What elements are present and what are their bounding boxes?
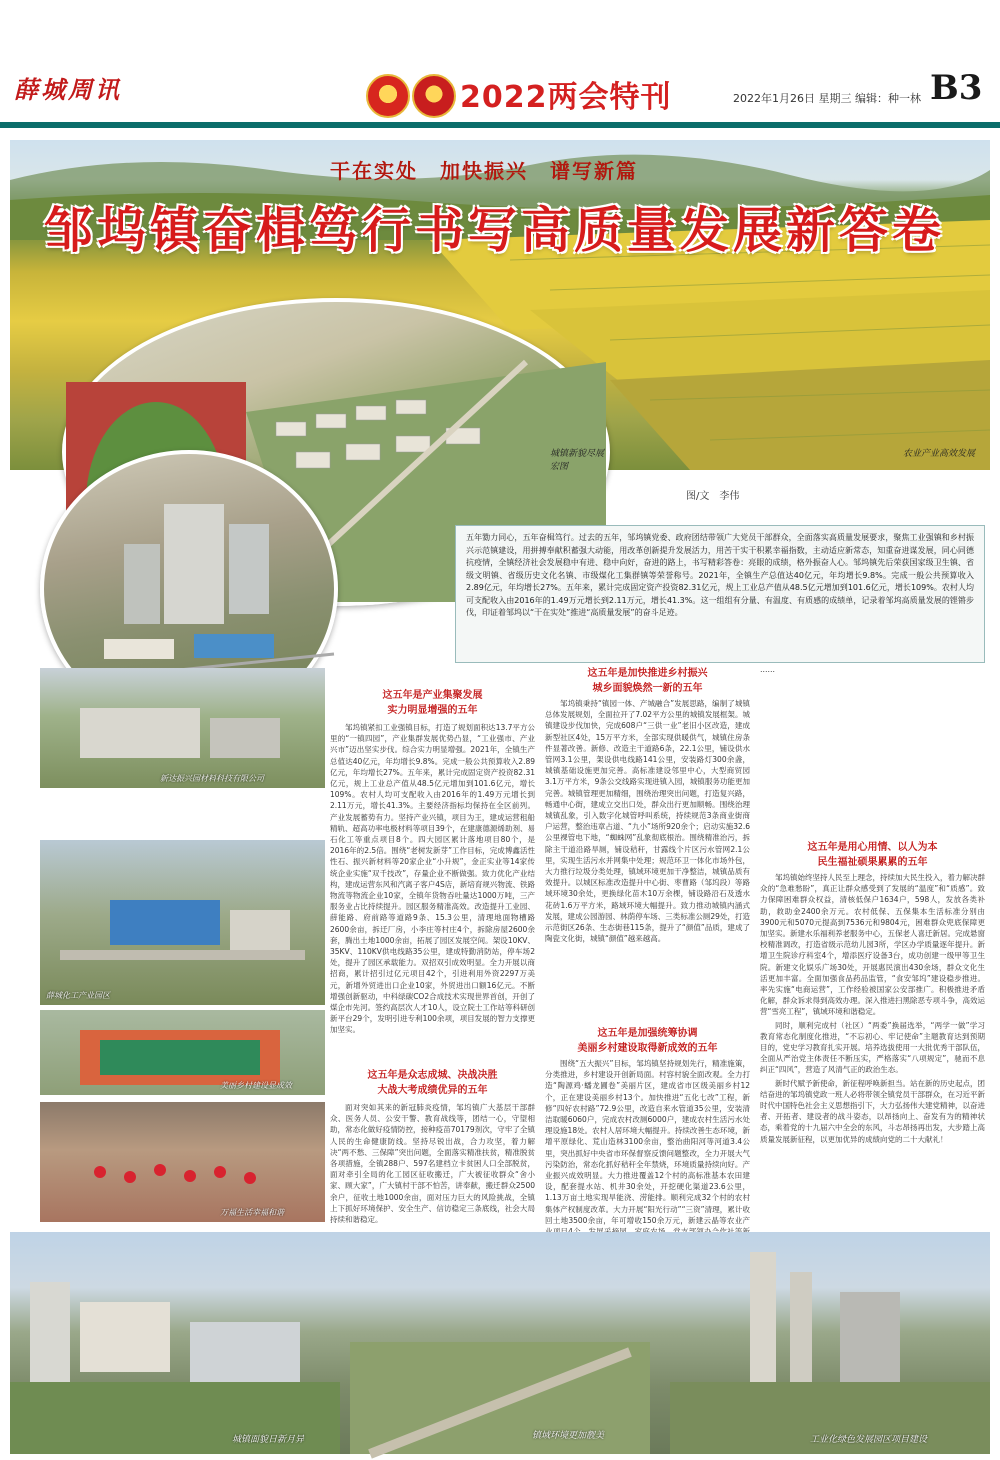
section5-heading-line2: 民生福祉硕果累累的五年 (817, 857, 928, 868)
section1-heading-line1: 这五年是产业集聚发展 (382, 690, 483, 701)
section2-text: 面对突如其来的新冠肺炎疫情，邹坞镇广大基层干部群众、医务人员、公安干警、教育战线等，团结一心，守望相助，常态化做好疫情防控，接种疫苗70179剂次，守牢了全镇人民的生命健康防线。坚持尽锐出战，合力攻坚，着力解决“两不愁、三保障”突出问题，全面落实精准扶贫，精准脱贫各项措施，全镇288户、597名建档立卡贫困人口全部脱贫，面对牵引全局的化工园区征收搬迁，广大被征收群众“舍小家、顾大家”，广大镇村干部不怕苦，讲奉献，搬迁群众2500余户，征收土地1000余亩，面对压力巨大的风险挑战，全镇上下抓好环境保护、安全生产、信访稳定三条底线，社会大局持续和谐稳定。 (330, 1103, 535, 1225)
newspaper-masthead: 薛城周讯 (14, 75, 122, 104)
section4-heading-line1: 这五年是加强统筹协调 (597, 1028, 698, 1039)
page-number: B3 (930, 68, 983, 108)
special-issue-title: 2022两会特刊 (460, 80, 672, 115)
caption-chemical: 薛城化工产业园区 (46, 991, 110, 1000)
header-rule (0, 122, 1000, 128)
bottom-panorama (10, 1232, 990, 1454)
section5-heading-line1: 这五年是用心用情、以人为本 (807, 842, 938, 853)
photo-byline: 图/文 李伟 (686, 491, 740, 502)
party-emblem-icon (366, 74, 410, 118)
cppcc-emblem-icon (412, 74, 456, 118)
section4-continued-note: …… (760, 665, 775, 674)
section2-heading-line1: 这五年是众志成城、决战决胜 (367, 1070, 498, 1081)
section4-text: 围绕“五大振兴”目标，邹坞镇坚持规划先行，精准施策，分类推进，乡村建设开创新局面。村容村貌全面改观。全力打造“陶源鸡·蟠龙圃卷”美丽片区，建成省市区级美丽乡村12个，正在建设美丽乡村13个。加快推进“五化七改”工程，新修“四好农村路”72.9公里，改造自来水管道35公里，安装清洁取暖6060户，完成农村改厕6000户，建成农村生活污水处理设施18处。农村人居环境大幅提升。持续改善生态环境，新增平原绿化、荒山造林3100余亩，整治曲阳河等河道3.4公里，突出抓好中央省市环保督察反馈问题整改，全力开展大气污染防治，常态化抓好秸秆全年禁烧，环境质量持续向好。产业振兴成效明显。大力推进覆盖12个村的高标准基本农田建设，配套提水站、机井30余处，开挖硬化渠道23.6公里，1.13万亩土地实现旱能浇、涝能排。顺利完成32个村的农村集体产权制度改革。大力开展“阳光行动”“三资”清理，累计收回土地3500余亩，年可增收150余万元，新建云晶等农业产 (545, 1059, 750, 1225)
section4-heading-line2: 美丽乡村建设取得新成效的五年 (577, 1043, 718, 1054)
section2-heading-line2: 大战大考成绩优异的五年 (377, 1085, 488, 1096)
photo-materials-company (40, 668, 325, 788)
section1-text: 邹坞镇紧扣工业强镇目标，打造了规划面积达13.7平方公里的“一镇四园”，产业集群发展优势凸显，“工业强市、产业兴市”迈出坚实步伐。综合实力明显增强。2021年，全镇生产总值达40亿元，年均增长9.8%。完成一般公共预算收入2.89亿元，年均增长27%。五年来，累计完成固定资产投资82.31亿元，规上工业总产值从48.5亿元增加到101.6亿元，增长109%。农村人均可支配收入由2016年的1.49万元增长到2.11万元，增长41.3%。主要经济指标均保持在全区前列。产业发展蓄势有力。坚持产业兴镇，项目为王，建成运营租船精轨、超高功率电极材料等项目39个，在建康德源烯助剂、易石化工等重点项目8个。四大园区累计落地项目80个，是2016年的2.5倍。围绕“老树发新芽”工作目标，完成博鑫活性性石、振兴新材料等20家企业“小升规”，金正实业等14家传统企业实施“双千技改”，存量企业不断做强。致力优化产业结构，建成运营东风和汽离子客户4S店，新培育规兴物流、铁路物流等物流企业10家，全镇年货物吞吐量达1000万吨，三产服务业占比持续提升。园区服务精准高效。改造提升工业园、薛能路、府前路等道路9条、15.3公里，清理地面物槽路2600余亩，拆迁厂房，小李庄等村庄4个，拆除房屋2600余套，腾出土地1000余亩，拓展了园区发展空间。架设10KV、35KV、110KV供电线路35公里，建成特勤消防站，停车场2处，提升了园区承载能力。双招双引成效明显。全力开展以商招商，累计招引过亿元项目42个，引进利用外资2297万美元，新增外贸进出口企业10家，外贸进出口额16亿元。不断增强创新驱动，中科绿碳CO2合成技术实现世界首创，开创了煤企市先河。签约高层次人才10人，设立院士工作站等科研创新平台29个，发明引进专利100余项，项目发展的智力支撑更加坚实。 (330, 723, 535, 1035)
caption-materials: 新达振兴园材料科技有限公司 (160, 774, 264, 783)
section3-heading (545, 666, 750, 696)
section2-body (330, 1102, 535, 1227)
section5-heading (760, 840, 985, 870)
section1-heading (330, 688, 535, 718)
caption-city: 城镇面貌日新月异 (232, 1435, 305, 1445)
hero-subtitle: 干在实处 加快振兴 谱写新篇 (330, 159, 638, 183)
section1-body (330, 722, 535, 1062)
section5-text3: 新时代赋予新使命，新征程呼唤新担当。站在新的历史起点，团结奋进的邹坞镇党政一班人必将带领全镇党员干部群众，在习近平新时代中国特色社会主义思想指引下，大力弘扬伟大建党精神，以奋进者、开拓者、建设者的战斗姿态，以昂扬向上、奋发有为的精神状态，乘着党的十九届六中全会的东风，斗志昂扬再出发，大步踏上高质量发展新征程，以更加优异的成绩向党的二十大献礼！ (760, 1078, 985, 1144)
caption-life: 万福生活幸福和谐 (220, 1208, 284, 1217)
section1-heading-line2: 实力明显增强的五年 (387, 705, 478, 716)
section5-text2: 同时，顺利完成村（社区）“两委”换届选举，“两学一做”学习教育常态化制度化推进，“不忘初心、牢记使命”主题教育达到预期目的，党史学习教育扎实开展。培养选拔使用一大批优秀干部队伍，全面从严治党主体责任不断压实，严格落实“八项规定”，驰而不息纠正“四风”，营造了风清气正的政治生态。 (760, 1020, 985, 1075)
section3-body (545, 698, 750, 1016)
photo-beautiful-village (40, 1010, 325, 1095)
bottom-photo-strip (10, 1232, 990, 1454)
section4-heading (545, 1026, 750, 1056)
caption-agri: 农业产业高效发展 (903, 449, 976, 459)
section5-body (760, 872, 985, 1228)
caption-village: 美丽乡村建设显成效 (220, 1081, 292, 1090)
section4-body (545, 1058, 750, 1228)
hero-main-title: 邹坞镇奋楫笃行书写高质量发展新答卷 (44, 201, 946, 259)
caption-town: 城镇新貌尽展宏图 (550, 449, 605, 472)
section3-heading-line2: 城乡面貌焕然一新的五年 (592, 683, 703, 694)
section4-continued (760, 664, 985, 836)
date-editor-line: 2022年1月26日 星期三 编辑：种一林 (733, 92, 921, 105)
caption-green-industry: 工业化绿色发展园区项目建设 (810, 1435, 928, 1445)
section3-text: 邹坞镇秉持“镇园一体、产城融合”发展思路，编制了城镇总体发展规划，全面拉开了7.02平方公里的城镇发展框架。城镇建设步伐加快，完成608户“三供一业”老旧小区改造，建成新型社区4处，15万平方米，全部实现供暖供气，城镇住房条件显著改善。新修、改造主干道路6条，22.1公里，铺设供水管网3.1公里，架设供电线路141公里，安装路灯300余盏，城镇基础设施更加完善。高标准建设邻里中心，大型商贸园3.1万平方米，9条公交线路实现进镇入园，城镇服务功能更加完善。城镇管理更加精细，围绕治理突出问题，打造复兴路，畅通中心街，建成立交出口处，群众出行更加顺畅。围绕治理城镇乱象，引入数字化城管呼叫系统，持续规范3条商业街商户运营，整治违章占道、“九小”场所920余个；启动实施32.6公里裸管电下地，“蜘蛛网”乱象彻底根治。围绕精准治污，拆除主干道沿路旱厕，铺设秸秆，甘露线个片区污水管网2.1公里，实现生活污水并网集中处理；规范环卫一体化市场外包，大力推行垃圾分类处理，镇域环境更加干净整洁，城镇品质有效提升。以城区标准改造提升中心街、枣曹路（邹坞段）等路域环境30余处，更换绿化苗木10万余棵，铺设路沿石及透水花砖1.6万平方米，路域环境大幅提升。致力推动城镇内涵式发展，建成公园游园、林荫停车场、三类标准公厕29处，打造示范街区26条、生态街巷115条，提升了“颜值”品质，建成了陶瓷文化街，城镇“颜值”越来越高。 (545, 699, 750, 944)
photo-chemical-park (40, 840, 325, 1005)
section5-text: 邹坞镇始终坚持人民至上理念，持续加大民生投入，着力解决群众的“急难愁盼”，真正让群众感受到了发展的“温度”和“质感”。致力保障困难群众权益，清核低保户1634户，598人，发放各类补助，救助金2400余万元。农村低保、五保集本生活标准分别由3900元和5070元提高到7536元和9804元，困难群众兜底保障更加坚实。新建水乐福利养老服务中心，五保老人喜迁新居。完成悬窗校精准调改，打造省级示范幼儿园3所，学区办学质量逐年提升。新增卫生院诊疗科室4个，增添医疗设备3台，成功创建一级甲等卫生院。新建文化娱乐广场30处，开展惠民演出430余场，群众文化生活更加丰富。全面加强食品药品监管，“食安邹坞”建设稳步推进。率先实施“电商运营”，工作经验被国家公安部推广。积极推进矛盾化解，群众诉求得到高效办理。深入推进扫黑除恶专项斗争，高效运营“雪亮工程”，镇域环境和谐稳定。 (760, 873, 985, 1017)
caption-environment: 镇域环境更加靓美 (532, 1431, 605, 1441)
section2-heading (330, 1068, 535, 1098)
photo-happy-life (40, 1102, 325, 1222)
section3-heading-line1: 这五年是加快推进乡村振兴 (587, 668, 708, 679)
lead-paragraph: 五年勠力同心，五年奋楫笃行。过去的五年，邹坞镇党委、政府团结带领广大党员干部群众，全面落实高质量发展要求，聚焦工业强镇和乡村振兴示范镇建设，用拼搏奉献积蓄强大动能，用改革创新提升发展活力，用苦干实干积累幸福指数，主动适应新常态，知重奋进谋发展，同心同德抗疫情，全镇经济社会发展稳中有进、稳中向好，奋进的路上，书写精彩答卷：亮眼的成绩，格外振奋人心。邹坞镇先后荣获国家级卫生镇、省级文明镇、省级历史文化名镇、市级煤化工集群镇等荣誉称号。2021年，全镇生产总值达40亿元，年均增长9.8%。完成一般公共预算收入2.89亿元，年均增长27%。五年来，累计完成固定资产投资82.31亿元，规上工业总产值从48.5亿元增加到101.6亿元，增长109%。农村人均可支配收入由2016年的1.49万元增长到2.11万元，增长41.3%。这一组组有分量、有温度、有质感的成绩单，记录着邹坞高质量发展的铿锵步伐，印证着邹坞以“干在实处”推进“高质量发展”的奋斗足迹。 (455, 525, 985, 663)
